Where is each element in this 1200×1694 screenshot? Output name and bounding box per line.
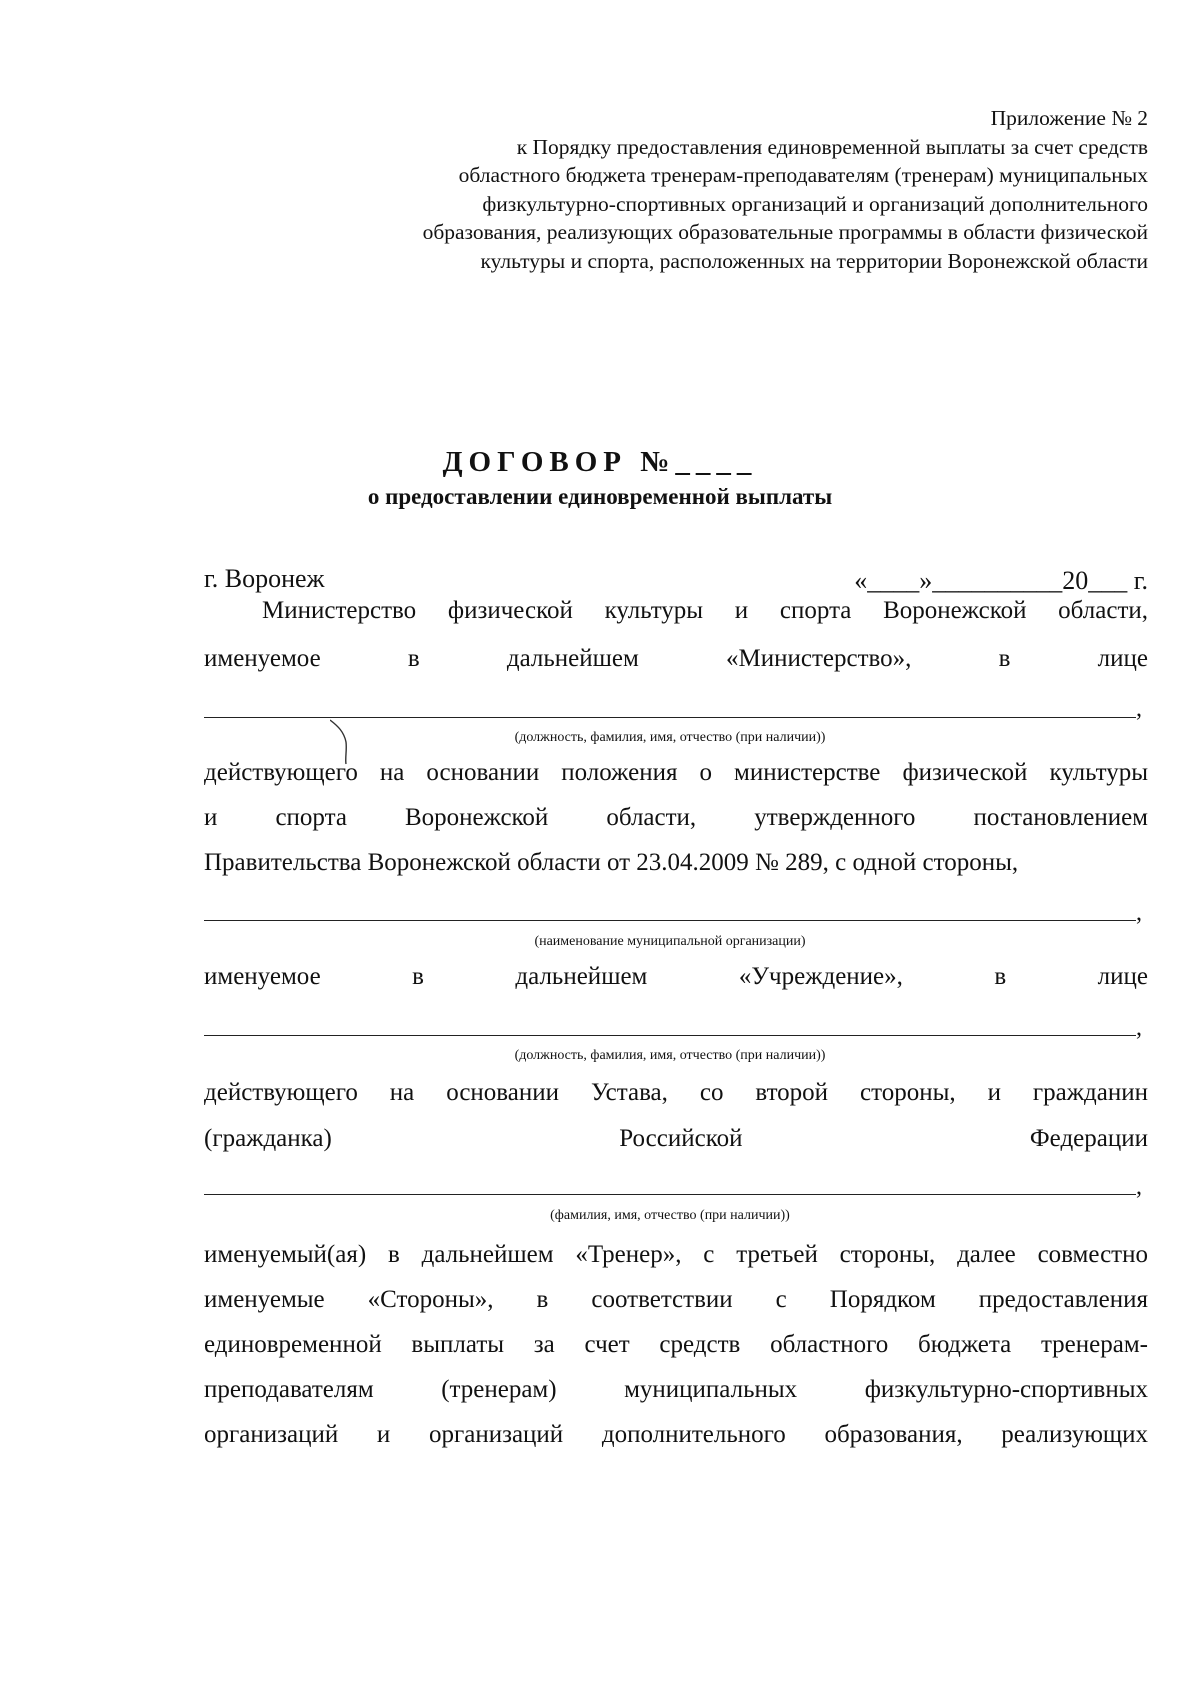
body-line: действующего на основании положения о министерстве физической культуры <box>204 759 1148 786</box>
comma: , <box>1136 900 1142 926</box>
blank-official-1 <box>204 717 1136 718</box>
appendix-line: культуры и спорта, расположенных на территории Воронежской области <box>480 248 1148 273</box>
caption-organization: (наименование муниципальной организации) <box>534 934 806 949</box>
body-line: преподавателям (тренерам) муниципальных физкультурно-спортивных <box>204 1376 1148 1403</box>
contract-title: ДОГОВОР №____ <box>442 446 758 478</box>
blank-official-2 <box>204 1035 1136 1036</box>
comma: , <box>1136 696 1142 722</box>
caption-official-1: (должность, фамилия, имя, отчество (при наличии)) <box>514 730 826 745</box>
blank-person <box>204 1194 1136 1195</box>
appendix-header <box>328 104 1148 275</box>
appendix-line: образования, реализующих образовательные программы в области физической <box>422 220 1148 244</box>
date-placeholder: «____»__________20___ г. <box>854 566 1148 595</box>
body-line: и спорта Воронежской области, утвержденного постановлением <box>204 804 1148 831</box>
body-line: именуемое в дальнейшем «Министерство», в лице <box>204 645 1148 672</box>
comma: , <box>1136 1015 1142 1041</box>
caption-person: (фамилия, имя, отчество (при наличии)) <box>550 1208 790 1223</box>
body-line: (гражданка) Российской Федерации <box>204 1125 1148 1152</box>
body-line: именуемые «Стороны», в соответствии с Порядком предоставления <box>204 1286 1148 1313</box>
blank-organization <box>204 920 1136 921</box>
body-line: действующего на основании Устава, со второй стороны, и гражданин <box>204 1079 1148 1106</box>
body-line: единовременной выплаты за счет средств областного бюджета тренерам- <box>204 1331 1148 1358</box>
appendix-line: областного бюджета тренерам-преподавателям (тренерам) муниципальных <box>458 163 1148 187</box>
body-line: именуемый(ая) в дальнейшем «Тренер», с третьей стороны, далее совместно <box>204 1241 1148 1268</box>
comma: , <box>1136 1174 1142 1200</box>
place: г. Воронеж <box>204 564 325 593</box>
body-line: Министерство физической культуры и спорта Воронежской области, <box>262 597 1148 624</box>
appendix-line: к Порядку предоставления единовременной выплаты за счет средств <box>516 134 1148 159</box>
appendix-line: Приложение № 2 <box>990 106 1148 130</box>
contract-subtitle: о предоставлении единовременной выплаты <box>367 484 833 509</box>
caption-official-2: (должность, фамилия, имя, отчество (при наличии)) <box>514 1048 826 1063</box>
body-line: организаций и организаций дополнительного образования, реализующих <box>204 1421 1148 1448</box>
body-line: Правительства Воронежской области от 23.04.2009 № 289, с одной стороны, <box>204 849 1019 876</box>
appendix-line: физкультурно-спортивных организаций и организаций дополнительного <box>482 191 1148 216</box>
body-line: именуемое в дальнейшем «Учреждение», в лице <box>204 963 1148 990</box>
